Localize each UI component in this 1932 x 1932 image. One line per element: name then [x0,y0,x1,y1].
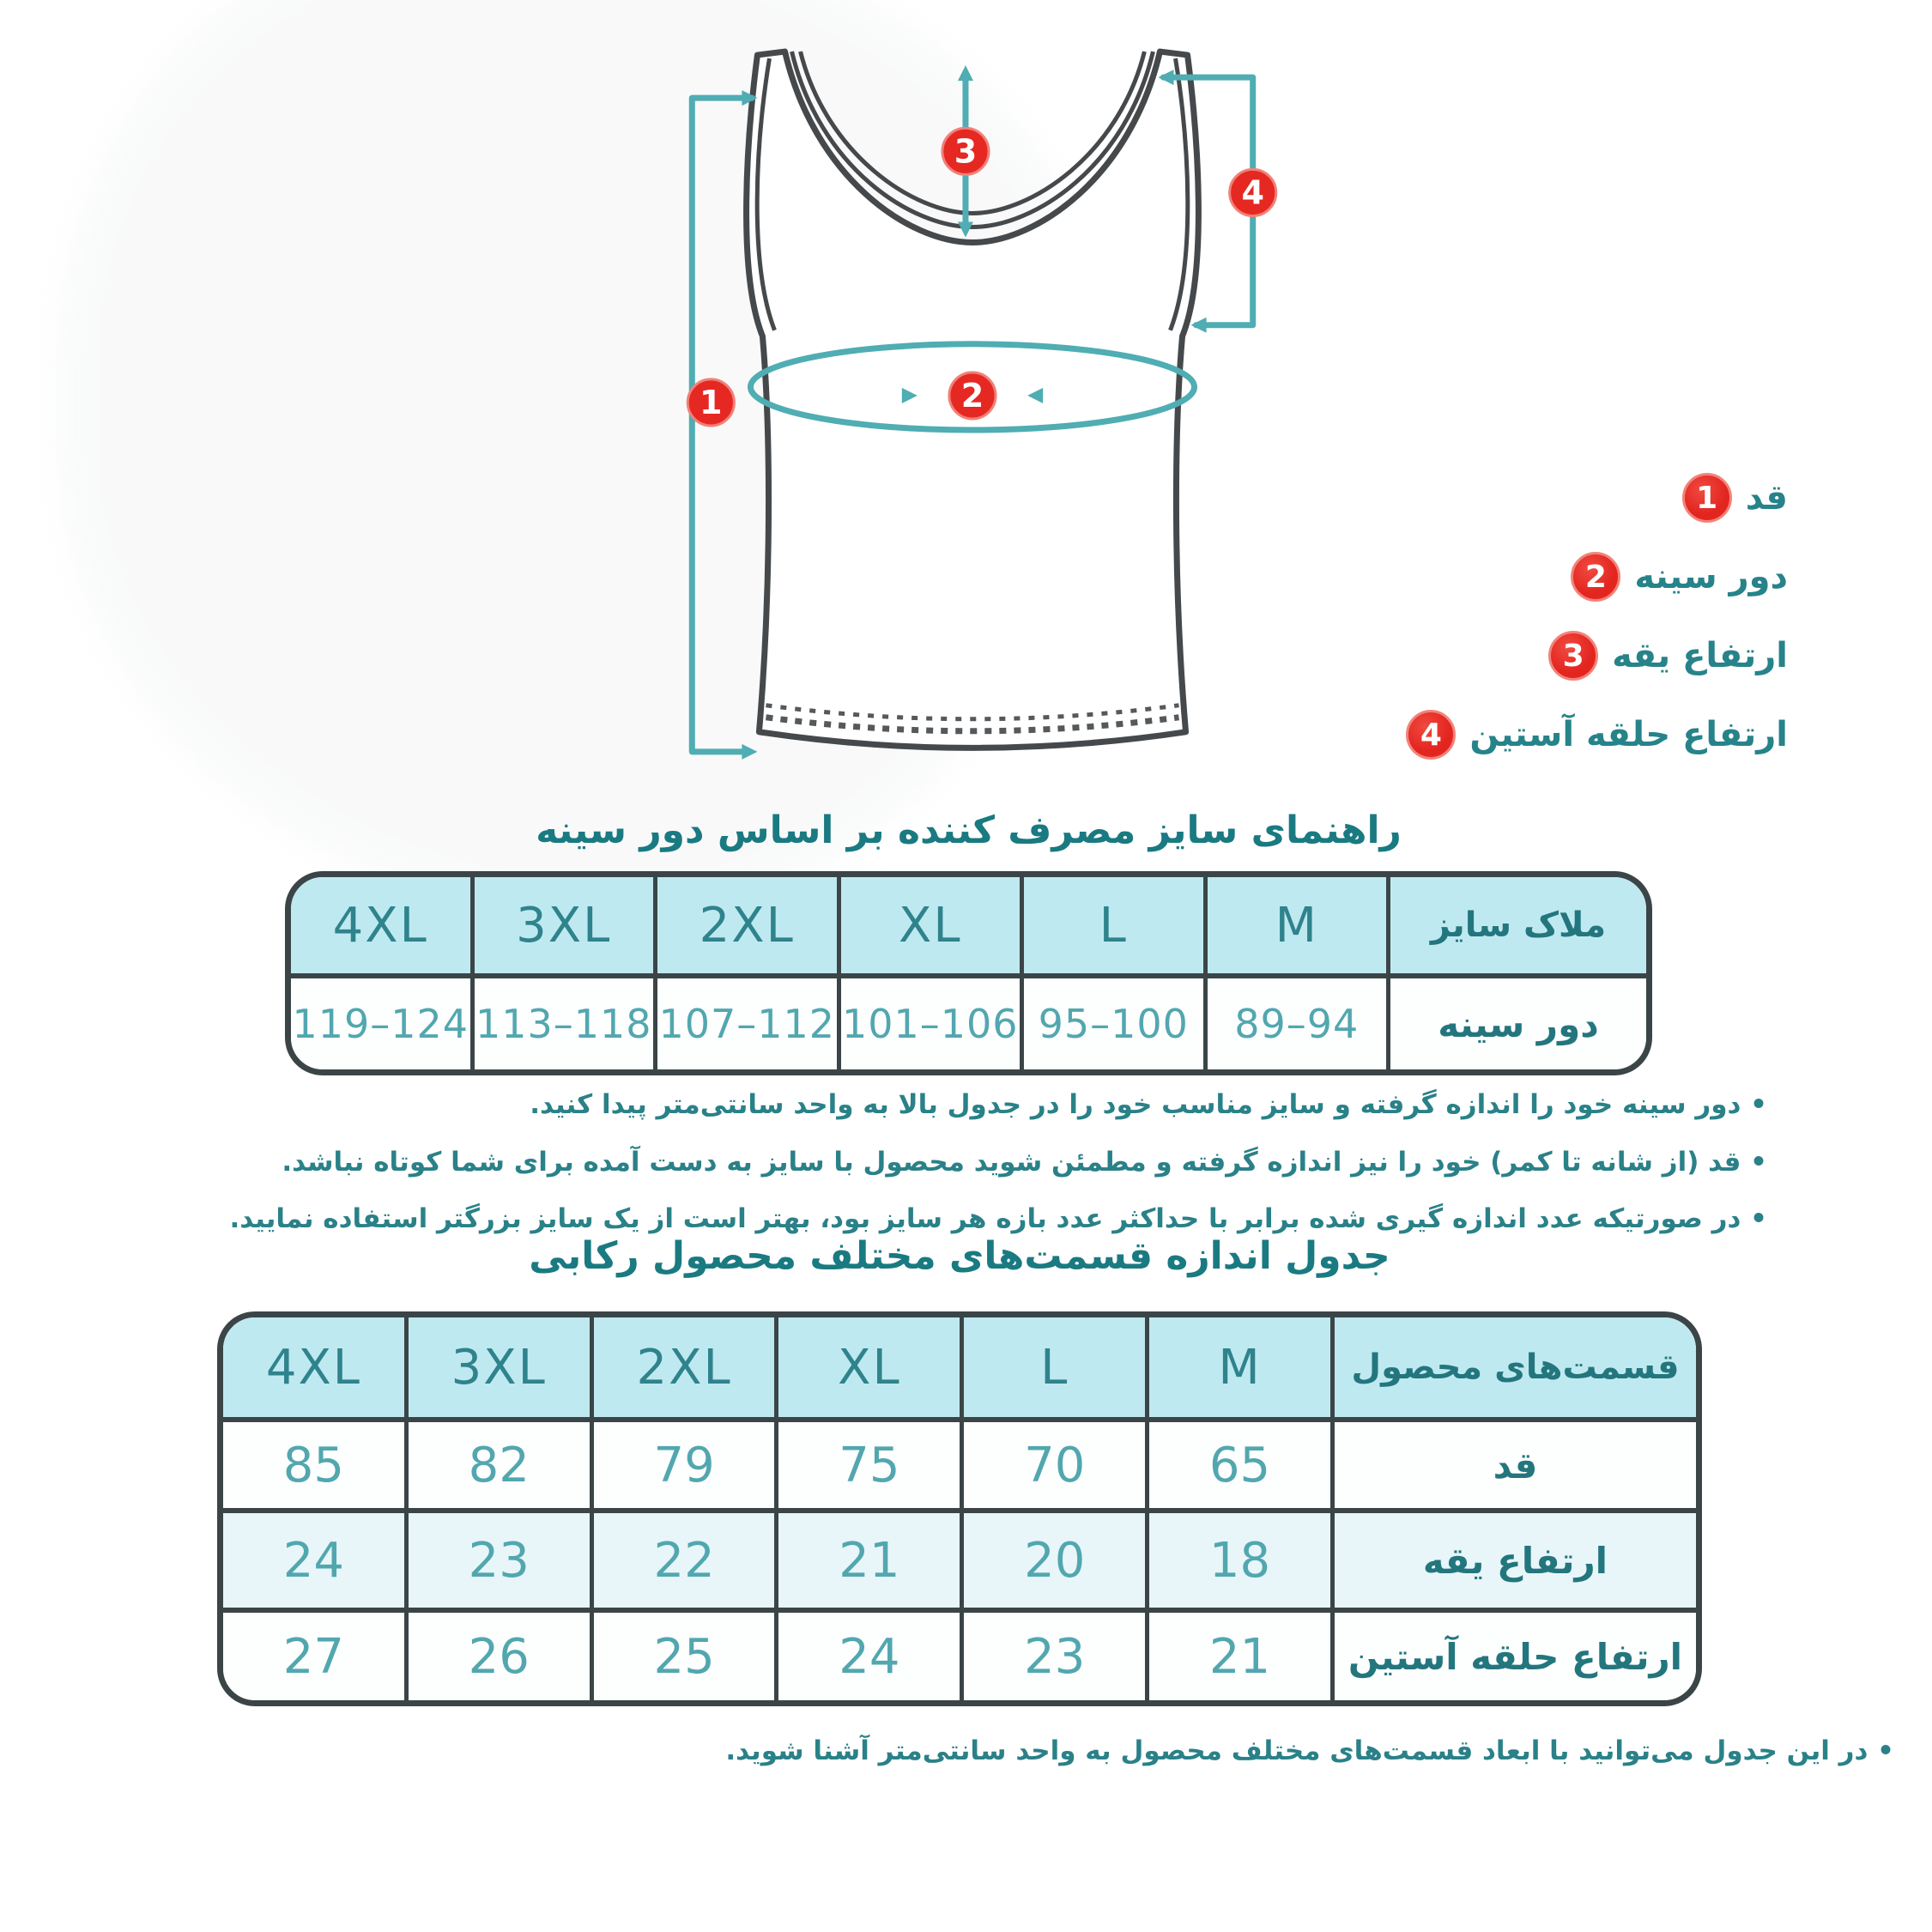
note-item: • در صورتیکه عدد اندازه گیری شده برابر با حداکثر عدد بازه هر سایز بود، بهتر است از یک سایز بزرگتر استفاده نمایید. [86,1202,1767,1237]
marker-3 [942,128,989,174]
parts-table-title: جدول اندازه قسمت‌های مختلف محصول رکابی [529,1234,1390,1278]
legend-item-collar [1548,631,1788,681]
collar-4xl: 24 [223,1513,404,1608]
arrowhead [742,744,757,760]
length-row-label: قد [1330,1422,1696,1508]
armhole-2xl: 25 [590,1613,775,1700]
parts-col-4xl: 4XL [223,1317,404,1417]
arrowhead [1191,318,1207,333]
legend-badge-2: 2 [1571,552,1620,602]
size-guide-header-row [291,877,1646,973]
parts-col-xl: XL [774,1317,960,1417]
parts-header-row [223,1317,1696,1417]
legend-item-length [1682,473,1788,523]
tank-top-svg [651,31,1305,814]
length-m: 65 [1145,1422,1330,1508]
armhole-l: 23 [960,1613,1145,1700]
svg-text:4: 4 [1241,173,1264,212]
arrowhead [958,65,973,81]
parts-col-l: L [960,1317,1145,1417]
armhole-m: 21 [1145,1613,1330,1700]
marker-1 [687,379,734,426]
collar-row [223,1508,1696,1608]
collar-2xl: 22 [590,1513,775,1608]
marker-4 [1230,169,1276,215]
length-xl: 75 [774,1422,960,1508]
chest-range-l: 95–100 [1020,978,1203,1069]
collar-row-label: ارتفاع یقه [1330,1513,1696,1608]
parts-col-2xl: 2XL [590,1317,775,1417]
arrowhead [958,221,973,237]
collar-3xl: 23 [404,1513,590,1608]
chest-row-label: دور سینه [1386,978,1646,1069]
chest-range-4xl: 119–124 [291,978,470,1069]
size-col-3xl: 3XL [470,877,654,973]
chest-range-m: 89–94 [1203,978,1387,1069]
tank-top-diagram [651,31,1305,814]
length-2xl: 79 [590,1422,775,1508]
parts-table [217,1311,1702,1706]
legend-label-chest: دور سینه [1634,557,1788,597]
armhole-row-label: ارتفاع حلقه آستین [1330,1613,1696,1700]
legend-badge-4: 4 [1406,710,1456,760]
legend-item-armhole [1406,710,1788,760]
svg-text:3: 3 [954,132,978,171]
chest-range-xl: 101–106 [837,978,1021,1069]
legend-label-collar: ارتفاع یقه [1612,636,1788,675]
size-guide-title: راهنمای سایز مصرف کننده بر اساس دور سینه [536,809,1402,852]
size-col-2xl: 2XL [653,877,837,973]
svg-text:2: 2 [960,376,984,415]
legend-label-length: قد [1745,478,1788,518]
armhole-row [223,1608,1696,1700]
length-4xl: 85 [223,1422,404,1508]
collar-xl: 21 [774,1513,960,1608]
length-row [223,1417,1696,1508]
size-col-l: L [1020,877,1203,973]
parts-criterion-header: قسمت‌های محصول [1330,1317,1696,1417]
armhole-4xl: 27 [223,1613,404,1700]
svg-text:1: 1 [700,383,723,421]
parts-col-3xl: 3XL [404,1317,590,1417]
size-col-xl: XL [837,877,1021,973]
legend-item-chest [1571,552,1788,602]
chest-range-3xl: 113–118 [470,978,654,1069]
size-col-m: M [1203,877,1387,973]
size-col-4xl: 4XL [291,877,470,973]
footer-note: • در این جدول می‌توانید با ابعاد قسمت‌های مختلف محصول به واحد سانتی‌متر آشنا شوید. [86,1735,1894,1766]
parts-col-m: M [1145,1317,1330,1417]
length-3xl: 82 [404,1422,590,1508]
armhole-xl: 24 [774,1613,960,1700]
note-item: • دور سینه خود را اندازه گرفته و سایز مناسب خود را در جدول بالا به واحد سانتی‌متر پیدا کنید. [86,1088,1767,1123]
armhole-3xl: 26 [404,1613,590,1700]
marker-2 [949,372,996,419]
collar-m: 18 [1145,1513,1330,1608]
chest-range-row [291,973,1646,1069]
size-guide-table [285,871,1652,1075]
size-criterion-header: ملاک سایز [1386,877,1646,973]
note-item: • قد (از شانه تا کمر) خود را نیز اندازه گرفته و مطمئن شوید محصول با سایز به دست آمده برای شما کوتاه نباشد. [86,1146,1767,1180]
chest-range-2xl: 107–112 [653,978,837,1069]
collar-l: 20 [960,1513,1145,1608]
legend-label-armhole: ارتفاع حلقه آستین [1469,715,1788,754]
legend-badge-1: 1 [1682,473,1732,523]
length-l: 70 [960,1422,1145,1508]
legend-badge-3: 3 [1548,631,1598,681]
